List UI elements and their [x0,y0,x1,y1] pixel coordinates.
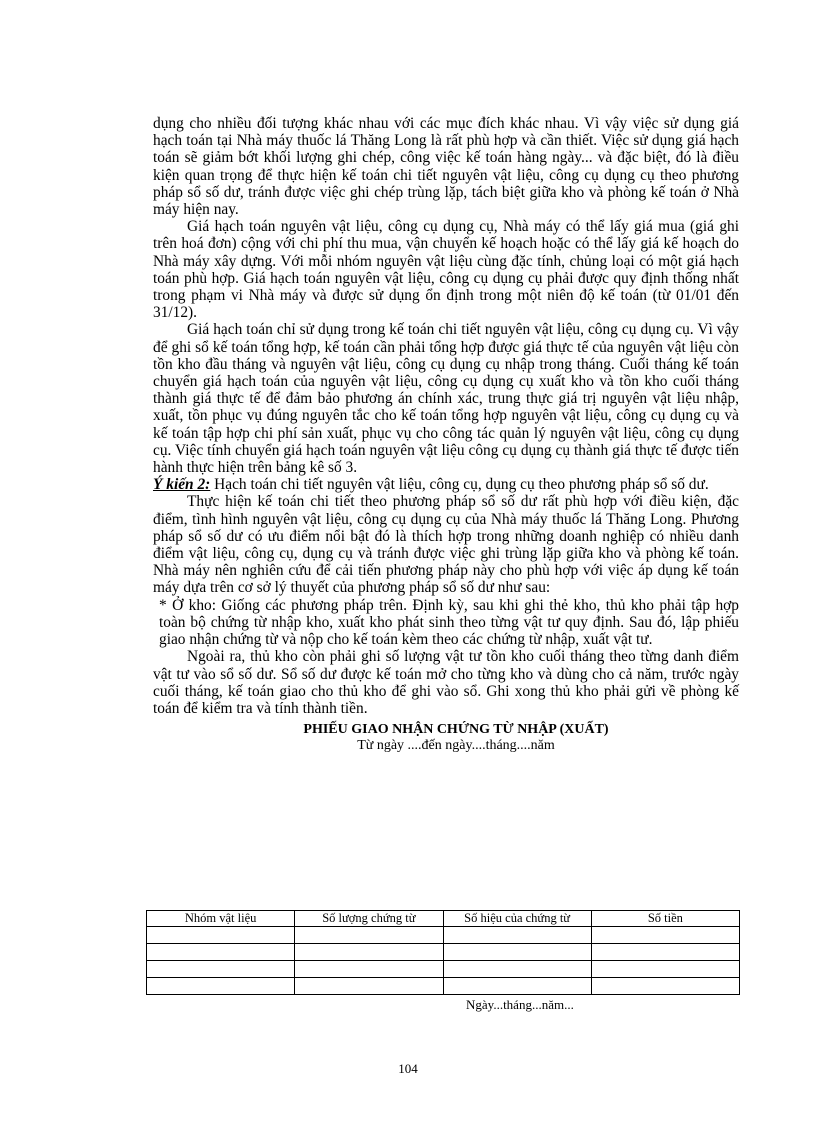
paragraph-1: dụng cho nhiều đối tượng khác nhau với các mục đích khác nhau. Vì vậy việc sử dụng giá hạch toán tại Nhà máy thuốc lá Thăng Long là rất phù hợp và cần thiết. Việc sử dụng giá hạch toán sẽ giảm bớt khối lượng ghi chép, công việc kế toán hàng ngày... và đặc biệt, đó là điều kiện quan trọng để thực hiện kế toán chi tiết nguyên vật liệu, công cụ dụng cụ theo phương pháp sổ số dư, tránh được việc ghi chép trùng lặp, tách biệt giữa kho và phòng kế toán ở Nhà máy hiện nay. [153,115,739,219]
table-cell [295,927,443,944]
table-cell [443,927,591,944]
table-cell [443,961,591,978]
column-header-document-count: Số lượng chứng từ [295,911,443,927]
table-cell [591,927,739,944]
column-header-material-group: Nhóm vật liệu [147,911,295,927]
opinion-2-label: Ý kiến 2: [153,476,211,494]
document-body [153,115,739,753]
date-line: Ngày...tháng...năm... [466,997,574,1012]
opinion-2-text: Hạch toán chi tiết nguyên vật liệu, công cụ, dụng cụ theo phương pháp sổ số dư. [210,476,709,494]
table-cell [591,944,739,961]
table-cell [147,944,295,961]
table-cell [591,978,739,995]
table-row [147,944,740,961]
table-cell [147,978,295,995]
table-cell [295,961,443,978]
page-number: 104 [398,1061,418,1076]
paragraph-7: Ngoài ra, thủ kho còn phải ghi số lượng vật tư tồn kho cuối tháng theo từng danh điểm vật tư vào sổ số dư. Sổ số dư được kế toán mở cho từng kho và dùng cho cả năm, trước ngày cuối tháng, kế toán giao cho thủ kho để ghi vào sổ. Ghi xong thủ kho phải gửi về phòng kế toán để kiểm tra và tính thành tiền. [153,648,739,717]
table-row [147,978,740,995]
warehouse-paragraph: * Ở kho: Giống các phương pháp trên. Định kỳ, sau khi ghi thẻ kho, thủ kho phải tập hợp toàn bộ chứng từ nhập kho, xuất kho phát sinh theo từng vật tư quy định. Sau đó, lập phiếu giao nhận chứng từ và nộp cho kế toán kèm theo các chứng từ nhập, xuất vật tư. [159,596,739,649]
table-header-row [147,911,740,927]
table-cell [443,944,591,961]
paragraph-5: Thực hiện kế toán chi tiết theo phương pháp sổ số dư rất phù hợp với điều kiện, đặc điểm, tình hình nguyên vật liệu, công cụ dụng cụ của Nhà máy thuốc lá Thăng Long. Phương pháp sổ số dư có ưu điểm nổi bật đó là thích hợp trong những doanh nghiệp có nhiều danh điểm vật liệu, công cụ, dụng cụ và tránh được việc ghi trùng lặp giữa kho và phòng kế toán. Nhà máy nên nghiên cứu để cải tiến phương pháp này cho phù hợp với việc áp dụng kế toán máy dựa trên cơ sở lý thuyết của phương pháp sổ số dư như sau: [153,493,739,597]
table-row [147,927,740,944]
table-row [147,961,740,978]
form-subtitle: Từ ngày ....đến ngày....tháng....năm [357,738,555,754]
table-cell [591,961,739,978]
table-cell [147,961,295,978]
table-cell [147,927,295,944]
table-cell [295,944,443,961]
opinion-2-paragraph [153,476,739,493]
receipt-table [146,910,740,995]
column-header-document-number: Số hiệu của chứng từ [443,911,591,927]
table-cell [295,978,443,995]
paragraph-2: Giá hạch toán nguyên vật liệu, công cụ dụng cụ, Nhà máy có thể lấy giá mua (giá ghi trên hoá đơn) cộng với chi phí thu mua, vận chuyển kế hoạch hoặc có thể lấy giá kế hoạch do Nhà máy xây dựng. Với mỗi nhóm nguyên vật liệu cùng đặc tính, chủng loại có một giá hạch toán phù hợp. Giá hạch toán nguyên vật liệu, công cụ dụng cụ phải được quy định thống nhất trong phạm vi Nhà máy và được sử dụng ổn định trong một niên độ kế toán (từ 01/01 đến 31/12). [153,218,739,322]
table-body [147,927,740,995]
form-title: PHIẾU GIAO NHẬN CHỨNG TỪ NHẬP (XUẤT) [303,722,609,738]
table-cell [443,978,591,995]
column-header-amount: Số tiền [591,911,739,927]
paragraph-3: Giá hạch toán chỉ sử dụng trong kế toán chi tiết nguyên vật liệu, công cụ dụng cụ. Vì vậy để ghi sổ kế toán tổng hợp, kế toán cần phải tổng hợp được giá thực tế của nguyên vật liệu còn tồn kho đầu tháng và nguyên vật liệu, công cụ dụng cụ nhập trong tháng. Cuối tháng kế toán chuyển giá hạch toán của nguyên vật liệu, công cụ dụng cụ xuất kho và tồn kho cuối tháng thành giá thực tế để đảm bảo phương án chính xác, trung thực giá trị nguyên vật liệu nhập, xuất, tồn phục vụ đúng nguyên tắc cho kế toán tổng hợp nguyên vật liệu, công cụ dụng cụ và kế toán tập hợp chi phí sản xuất, phục vụ cho công tác quản lý nguyên vật liệu, công cụ dụng cụ. Việc tính chuyển giá hạch toán nguyên vật liệu công cụ dụng cụ thành giá thực tế được tiến hành thực hiện trên bảng kê số 3. [153,321,739,477]
